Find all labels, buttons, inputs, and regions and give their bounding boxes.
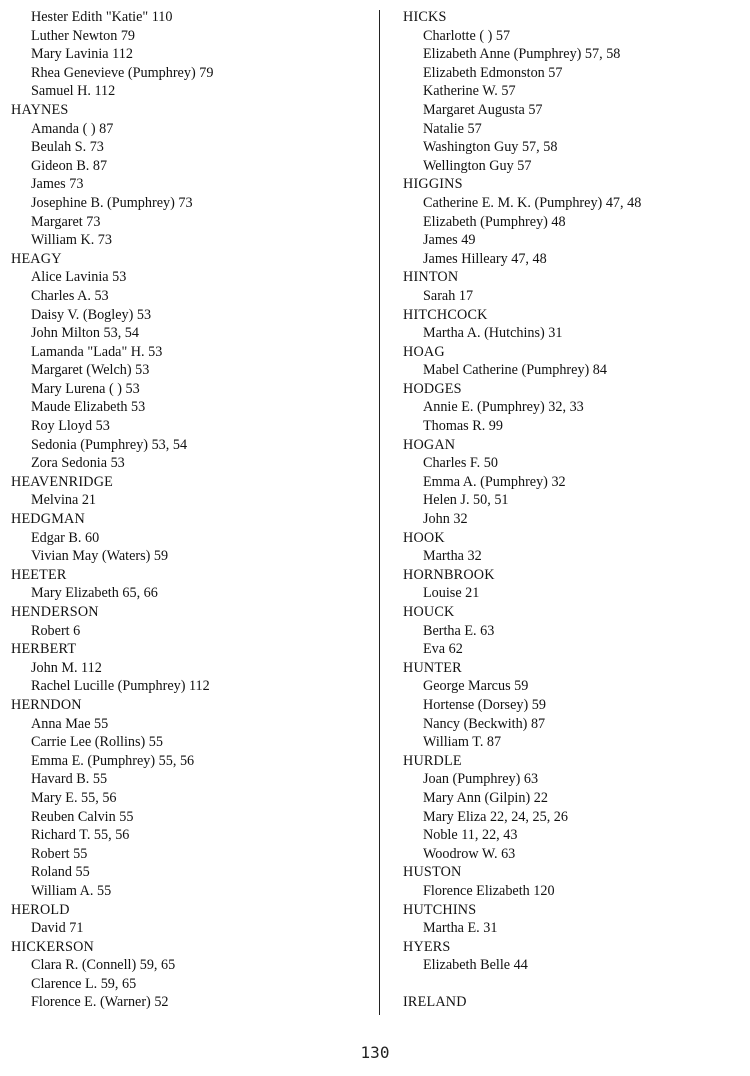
index-entry: Richard T. 55, 56: [31, 827, 130, 844]
index-entry: Martha 32: [423, 548, 482, 565]
index-column-right: [403, 8, 743, 1011]
index-entry: Margaret Augusta 57: [423, 101, 543, 118]
index-entry: Amanda ( ) 87: [31, 120, 114, 137]
spacer: [403, 975, 743, 993]
index-entry: Rhea Genevieve (Pumphrey) 79: [31, 64, 214, 81]
index-entry: Helen J. 50, 51: [423, 492, 509, 509]
surname-heading: HICKERSON: [11, 938, 94, 955]
index-entry: Clarence L. 59, 65: [31, 975, 137, 992]
index-entry: Sarah 17: [423, 287, 474, 304]
index-entry: Mabel Catherine (Pumphrey) 84: [423, 362, 607, 379]
index-entry: Hortense (Dorsey) 59: [423, 696, 546, 713]
surname-heading: HUSTON: [403, 864, 462, 881]
surname-heading: HITCHCOCK: [403, 306, 488, 323]
index-entry: Beulah S. 73: [31, 139, 104, 156]
index-entry: Roland 55: [31, 864, 90, 881]
index-entry: Nancy (Beckwith) 87: [423, 715, 546, 732]
surname-heading: HOGAN: [403, 436, 456, 453]
index-entry: Robert 55: [31, 845, 88, 862]
index-entry: Washington Guy 57, 58: [423, 139, 558, 156]
index-entry: Mary E. 55, 56: [31, 789, 117, 806]
index-entry: John M. 112: [31, 659, 102, 676]
index-entry: Elizabeth Anne (Pumphrey) 57, 58: [423, 46, 621, 63]
index-entry: James 49: [423, 232, 476, 249]
index-entry: Annie E. (Pumphrey) 32, 33: [423, 399, 584, 416]
surname-heading: HEETER: [11, 566, 67, 583]
index-column-left: [11, 8, 371, 1012]
index-entry: Melvina 21: [31, 492, 97, 509]
index-entry: Anna Mae 55: [31, 715, 109, 732]
index-entry: James 73: [31, 176, 84, 193]
index-entry: Emma A. (Pumphrey) 32: [423, 473, 566, 490]
surname-heading: HOOK: [403, 529, 445, 546]
index-entry: Eva 62: [423, 641, 463, 658]
page-number: 130: [360, 1043, 390, 1062]
surname-heading: HAYNES: [11, 101, 69, 118]
index-entry: Alice Lavinia 53: [31, 269, 127, 286]
surname-heading: HUTCHINS: [403, 901, 477, 918]
index-entry: Thomas R. 99: [423, 418, 503, 435]
index-entry: Vivian May (Waters) 59: [31, 548, 169, 565]
surname-heading: HEAVENRIDGE: [11, 473, 114, 490]
index-entry: Edgar B. 60: [31, 529, 100, 546]
index-entry: Daisy V. (Bogley) 53: [31, 306, 152, 323]
index-entry: William A. 55: [31, 882, 112, 899]
index-entry: George Marcus 59: [423, 678, 529, 695]
index-entry: Elizabeth Belle 44: [423, 957, 528, 974]
surname-heading: HEROLD: [11, 901, 70, 918]
surname-heading: HODGES: [403, 380, 462, 397]
index-entry: John 32: [423, 511, 468, 528]
index-entry: Catherine E. M. K. (Pumphrey) 47, 48: [423, 194, 642, 211]
index-entry: John Milton 53, 54: [31, 325, 139, 342]
index-entry: Luther Newton 79: [31, 27, 136, 44]
index-entry: Clara R. (Connell) 59, 65: [31, 957, 176, 974]
index-entry: Charles F. 50: [423, 455, 498, 472]
index-entry: Wellington Guy 57: [423, 157, 532, 174]
index-entry: Charles A. 53: [31, 287, 109, 304]
index-entry: Noble 11, 22, 43: [423, 827, 518, 844]
index-entry: Elizabeth Edmonston 57: [423, 64, 563, 81]
index-entry: Sedonia (Pumphrey) 53, 54: [31, 436, 188, 453]
index-entry: Margaret (Welch) 53: [31, 362, 150, 379]
index-entry: Mary Elizabeth 65, 66: [31, 585, 158, 602]
index-entry: Havard B. 55: [31, 771, 108, 788]
index-entry: Margaret 73: [31, 213, 101, 230]
index-entry: Robert 6: [31, 622, 81, 639]
index-entry: Mary Ann (Gilpin) 22: [423, 789, 548, 806]
index-entry: Bertha E. 63: [423, 622, 495, 639]
index-entry: Florence Elizabeth 120: [423, 882, 555, 899]
surname-heading: HIGGINS: [403, 176, 463, 193]
index-entry: Florence E. (Warner) 52: [31, 994, 169, 1011]
index-entry: Emma E. (Pumphrey) 55, 56: [31, 752, 195, 769]
index-entry: Gideon B. 87: [31, 157, 108, 174]
surname-heading: HEAGY: [11, 250, 62, 267]
surname-heading: HORNBROOK: [403, 566, 495, 583]
index-entry: Martha A. (Hutchins) 31: [423, 325, 563, 342]
surname-heading: HENDERSON: [11, 604, 99, 620]
surname-heading: HERBERT: [11, 641, 77, 658]
index-entry: Carrie Lee (Rollins) 55: [31, 734, 163, 751]
index-entry: Louise 21: [423, 585, 480, 602]
index-entry: Mary Lurena ( ) 53: [31, 380, 140, 397]
surname-heading: HINTON: [403, 269, 459, 286]
index-entry: Katherine W. 57: [423, 83, 516, 100]
index-entry: Rachel Lucille (Pumphrey) 112: [31, 678, 210, 695]
index-entry: William T. 87: [423, 734, 502, 751]
surname-heading: HUNTER: [403, 659, 462, 676]
index-entry: William K. 73: [31, 232, 112, 249]
index-entry: Elizabeth (Pumphrey) 48: [423, 213, 566, 230]
index-entry: Roy Lloyd 53: [31, 418, 110, 435]
index-entry: Zora Sedonia 53: [31, 455, 125, 472]
index-entry: Charlotte ( ) 57: [423, 27, 511, 44]
surname-heading: HEDGMAN: [11, 511, 85, 528]
surname-heading: HERNDON: [11, 696, 82, 713]
index-entry: Samuel H. 112: [31, 83, 116, 100]
index-entry: Martha E. 31: [423, 920, 498, 937]
surname-heading: IRELAND: [403, 993, 467, 1010]
index-entry: Natalie 57: [423, 120, 482, 137]
surname-heading: HOAG: [403, 343, 445, 360]
surname-heading: HICKS: [403, 9, 447, 25]
index-entry: Mary Lavinia 112: [31, 46, 133, 63]
index-entry: Woodrow W. 63: [423, 845, 516, 862]
column-divider: [379, 10, 380, 1015]
index-entry: Josephine B. (Pumphrey) 73: [31, 194, 193, 211]
index-entry: Lamanda "Lada" H. 53: [31, 343, 163, 360]
index-entry: David 71: [31, 920, 84, 937]
index-entry: Hester Edith "Katie" 110: [31, 9, 173, 25]
index-entry: Maude Elizabeth 53: [31, 399, 146, 416]
index-entry: Joan (Pumphrey) 63: [423, 771, 539, 788]
index-entry: James Hilleary 47, 48: [423, 250, 547, 267]
surname-heading: HURDLE: [403, 752, 462, 769]
surname-heading: HYERS: [403, 938, 451, 955]
surname-heading: HOUCK: [403, 604, 455, 620]
index-entry: Reuben Calvin 55: [31, 808, 134, 825]
index-entry: Mary Eliza 22, 24, 25, 26: [423, 808, 568, 825]
